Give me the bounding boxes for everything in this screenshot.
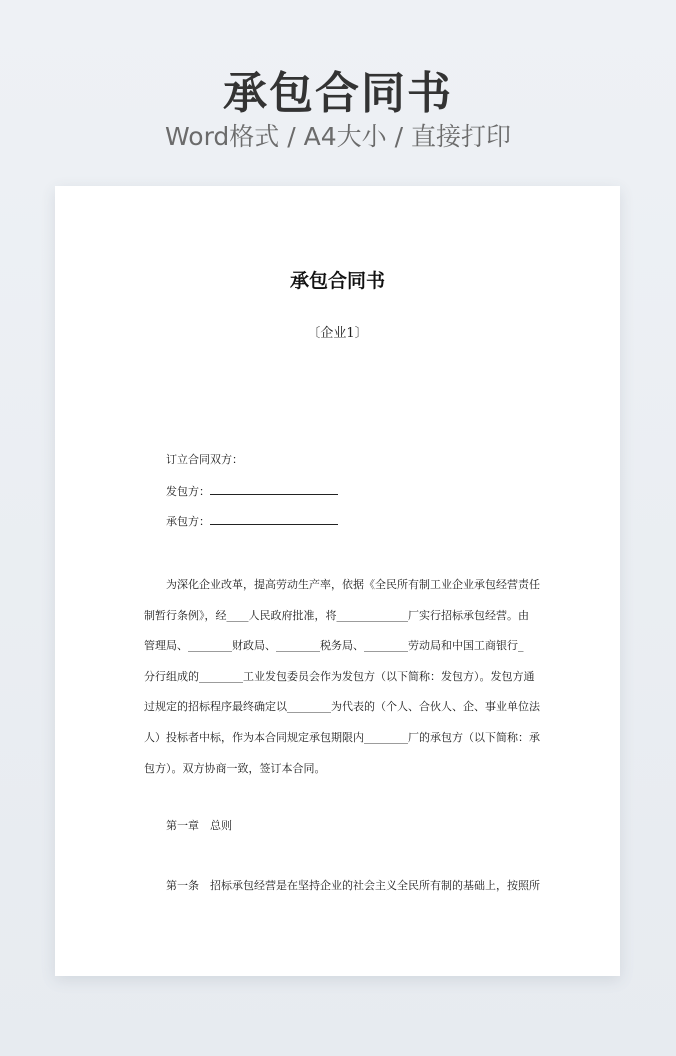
paragraph-line: 包方）。双方协商一致，签订本合同。 [144, 761, 326, 775]
paragraph-line: 分行组成的________工业发包委员会作为发包方（以下简称：发包方）。发包方通 [144, 669, 535, 683]
party-b-label: 承包方： [166, 515, 210, 528]
banner-subtitle: Word格式 / A4大小 / 直接打印 [165, 122, 511, 151]
article-1: 第一条 招标承包经营是在坚持企业的社会主义全民所有制的基础上，按照所 [166, 879, 540, 892]
preamble-paragraph [144, 570, 540, 784]
banner-title: 承包合同书 [223, 68, 453, 119]
party-b-row [166, 512, 338, 530]
paragraph-line: 为深化企业改革，提高劳动生产率，依据《全民所有制工业企业承包经营责任 [166, 578, 540, 591]
document-subtitle: 〔企业1〕 [307, 326, 368, 341]
document-page [55, 186, 620, 976]
paragraph-line: 过规定的招标程序最终确定以________为代表的（个人、合伙人、企、事业单位法 [144, 700, 540, 714]
parties-intro: 订立合同双方： [166, 453, 243, 466]
paragraph-line: 人）投标者中标，作为本合同规定承包期限内________厂的承包方（以下简称：承 [144, 730, 540, 744]
party-a-blank [210, 482, 338, 495]
party-b-blank [210, 512, 338, 525]
paragraph-line: 制暂行条例》，经____人民政府批准，将_____________厂实行招标承包经营。由 [144, 608, 529, 622]
chapter-heading: 第一章 总则 [166, 819, 232, 832]
party-a-row [166, 482, 338, 500]
document-title: 承包合同书 [289, 270, 385, 292]
party-a-label: 发包方： [166, 485, 210, 498]
paragraph-line: 管理局、________财政局、________税务局、________劳动局和中国工商银行_ [144, 639, 524, 653]
